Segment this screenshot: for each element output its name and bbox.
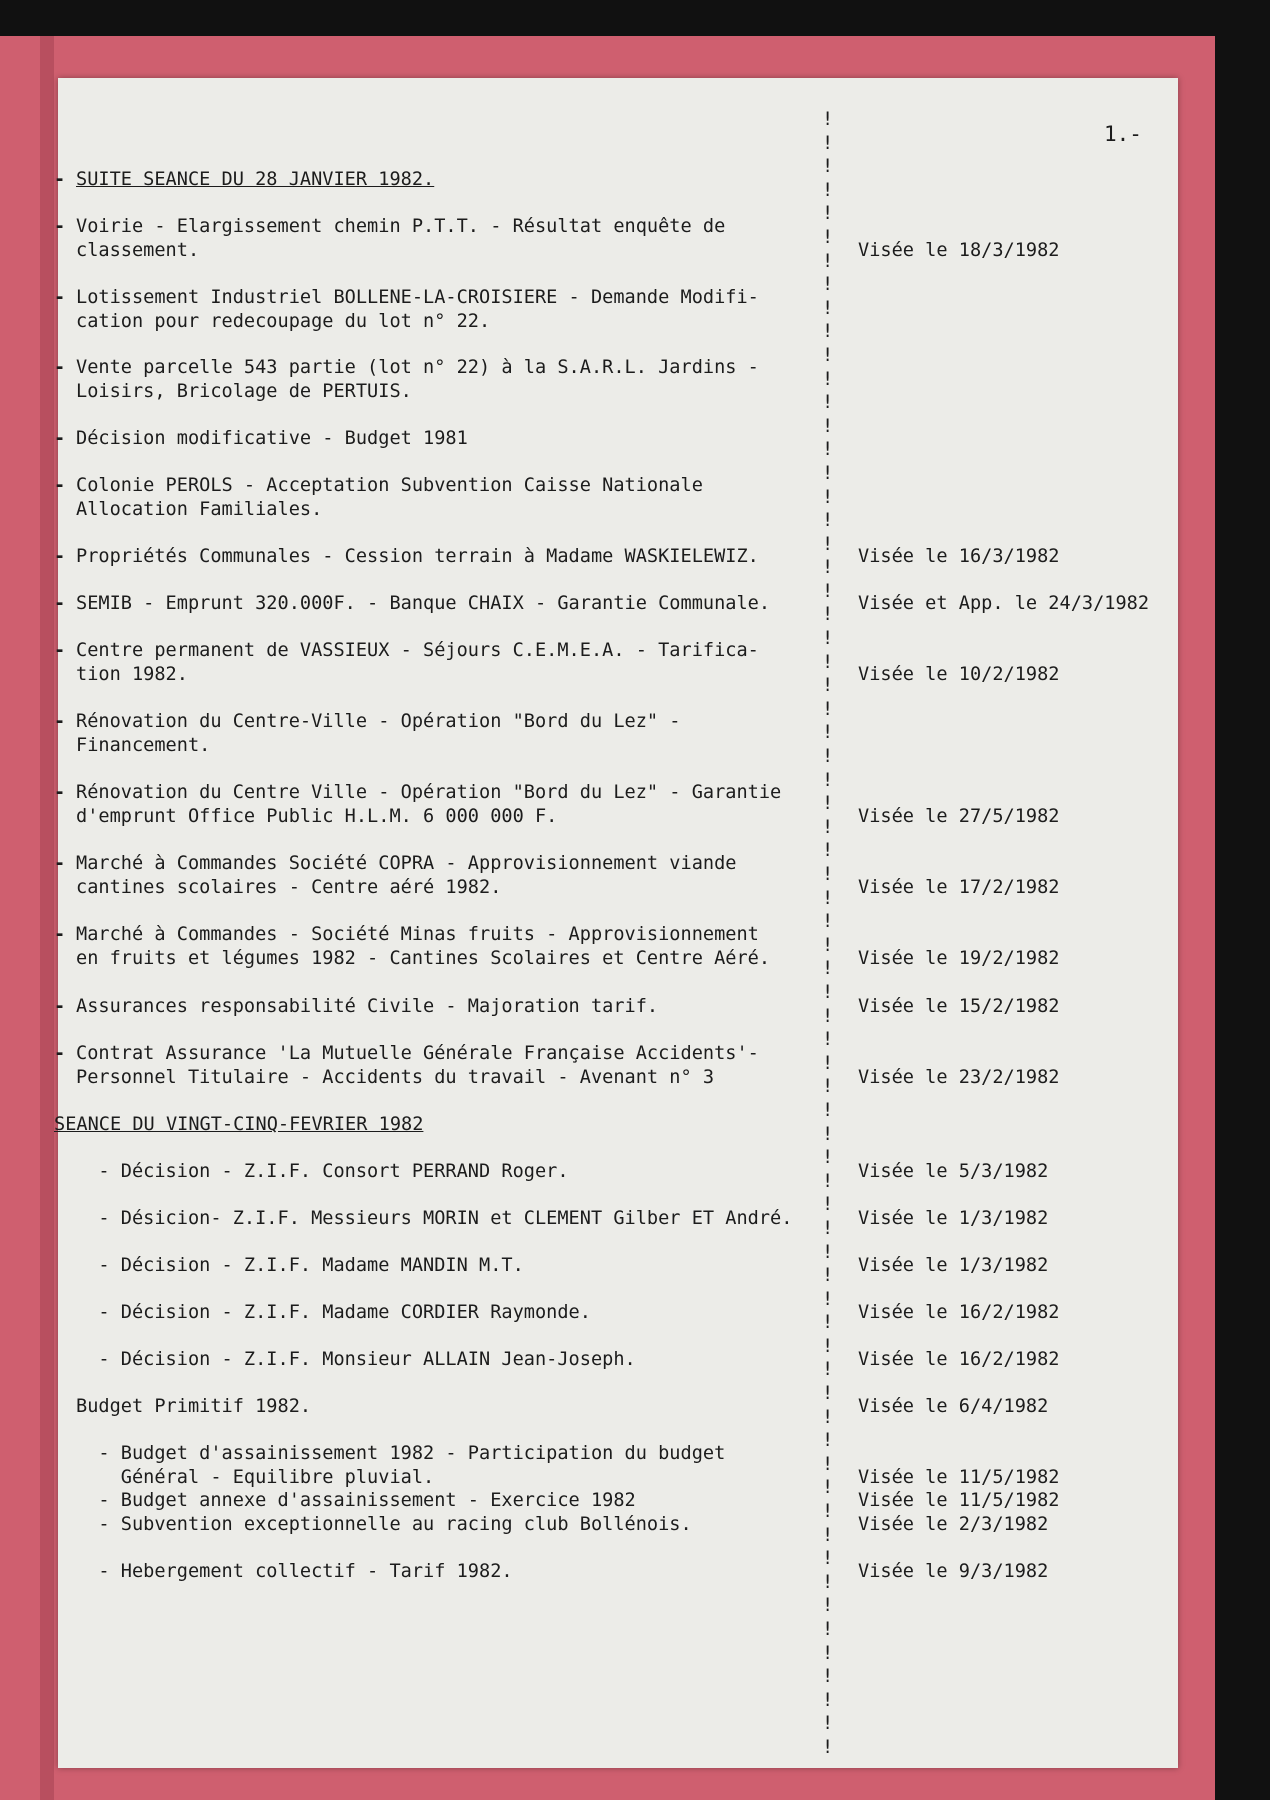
entry-text: - Décision - Z.I.F. Madame CORDIER Raymonde. [76,1302,591,1323]
entry-text: Marché à Commandes - Société Minas fruits - Approvisionnement en fruits et légumes 1982 - Cantines Scolaires et Centre Aéré. [76,924,771,969]
entry-text: Rénovation du Centre-Ville - Opération "Bord du Lez" - Financement. [76,711,681,756]
entry-bullet: - [54,782,66,803]
entry-text: - Budget d'assainissement 1982 - Participation du budget Général - Equilibre pluvial. [98,1443,726,1488]
entry-text: Budget Primitif 1982. [76,1396,312,1417]
visa-date: Visée le 15/2/1982 [858,996,1060,1017]
entry-text: Vente parcelle 543 partie (lot n° 22) à la S.A.R.L. Jardins - Loisirs, Bricolage de PERTUIS. [76,357,759,402]
entry-bullet: - [54,546,66,567]
entry-text: - Budget annexe d'assainissement - Exercice 1982 [76,1490,636,1511]
entry-bullet: - [54,996,66,1017]
entry-text: - Subvention exceptionnelle au racing club Bollénois. [76,1514,692,1535]
visa-date: Visée le 1/3/1982 [858,1255,1049,1276]
visa-date: Visée le 9/3/1982 [858,1561,1049,1582]
binder-spine [40,36,54,1800]
entry-bullet: - [54,640,66,661]
entry-bullet: - [54,853,66,874]
visa-date: Visée le 16/2/1982 [858,1302,1060,1323]
visa-date: Visée le 2/3/1982 [858,1514,1049,1535]
entry-text: Marché à Commandes Société COPRA - Approvisionnement viande cantines scolaires - Centre aéré 1982. [76,853,737,898]
visa-date: Visée le 23/2/1982 [858,1067,1060,1088]
visa-date: Visée le 17/2/1982 [858,877,1060,898]
visa-date: Visée le 10/2/1982 [858,664,1060,685]
visa-date: Visée le 5/3/1982 [858,1161,1049,1182]
entry-text: - Décision - Z.I.F. Consort PERRAND Roger. [76,1161,569,1182]
visa-date: Visée le 11/5/1982 [858,1490,1060,1511]
entry-text: - Décision - Z.I.F. Monsieur ALLAIN Jean-Joseph. [76,1349,636,1370]
visa-date: Visée le 11/5/1982 [858,1467,1060,1488]
entry-bullet: - [54,287,66,308]
entry-bullet: - [54,169,66,190]
entry-text: Assurances responsabilité Civile - Majoration tarif. [76,996,659,1017]
entry-text: Propriétés Communales - Cession terrain à Madame WASKIELEWIZ. [76,546,759,567]
column-divider: ! ! ! ! ! ! ! ! ! ! ! ! ! ! ! ! ! ! ! ! ! ! ! ! ! ! ! ! ! ! ! ! ! ! ! ! ! ! ! ! ! ! ! ! ! ! ! ! ! ! ! ! ! ! ! ! ! ! ! ! ! ! ! ! ! ! ! ! ! ! [822,109,834,1758]
visa-date: Visée le 6/4/1982 [858,1396,1049,1417]
entry-bullet: - [54,216,66,237]
session-heading: SUITE SEANCE DU 28 JANVIER 1982. [76,169,435,190]
entry-bullet: - [54,593,66,614]
visa-date: Visée le 27/5/1982 [858,806,1060,827]
entry-text: Rénovation du Centre Ville - Opération "Bord du Lez" - Garantie d'emprunt Office Public H.L.M. 6 000 000 F. [76,782,782,827]
entry-text: - Hebergement collectif - Tarif 1982. [76,1561,513,1582]
visa-date: Visée le 1/3/1982 [858,1208,1049,1229]
entry-bullet: - [54,357,66,378]
entry-text: Colonie PEROLS - Acceptation Subvention Caisse Nationale Allocation Familiales. [76,475,703,520]
entry-bullet: - [54,711,66,732]
entry-text: - Décision - Z.I.F. Madame MANDIN M.T. [76,1255,524,1276]
session-heading: SEANCE DU VINGT-CINQ-FEVRIER 1982 [54,1114,424,1135]
entry-text: SEMIB - Emprunt 320.000F. - Banque CHAIX - Garantie Communale. [76,593,771,614]
entry-text: Décision modificative - Budget 1981 [76,428,468,449]
visa-date: Visée le 16/3/1982 [858,546,1060,567]
entry-text: Lotissement Industriel BOLLENE-LA-CROISIERE - Demande Modifi- cation pour redecoupage du lot n° 22. [76,287,759,332]
entry-bullet: - [54,428,66,449]
entry-text: Contrat Assurance 'La Mutuelle Générale Française Accidents'- Personnel Titulaire - Accidents du travail - Avenant n° 3 [76,1043,759,1088]
entry-bullet: - [54,475,66,496]
page-number: 1.- [1104,122,1142,146]
visa-date: Visée le 16/2/1982 [858,1349,1060,1370]
visa-date: Visée le 18/3/1982 [858,240,1060,261]
entry-bullet: - [54,1043,66,1064]
entry-bullet: - [54,924,66,945]
entry-text: Centre permanent de VASSIEUX - Séjours C.E.M.E.A. - Tarifica- tion 1982. [76,640,759,685]
entry-text: Voirie - Elargissement chemin P.T.T. - Résultat enquête de classement. [76,216,726,261]
visa-date: Visée le 19/2/1982 [858,948,1060,969]
visa-date: Visée et App. le 24/3/1982 [858,593,1150,614]
entry-text: - Désicion- Z.I.F. Messieurs MORIN et CLEMENT Gilber ET André. [76,1208,793,1229]
